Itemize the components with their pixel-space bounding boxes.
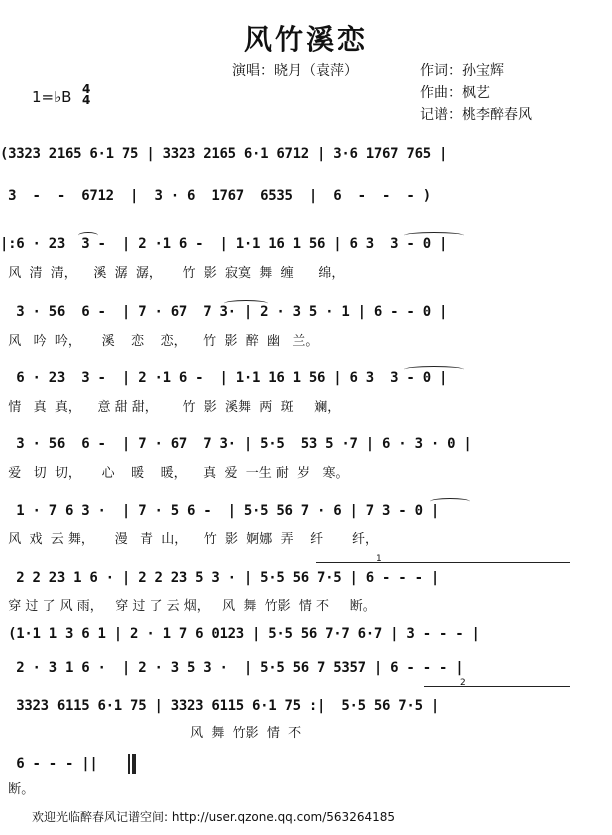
final-barline-thick	[132, 754, 136, 774]
score-row-8-lyrics: 穿 过 了 风 雨， 穿 过 了 云 烟， 风 舞 竹影 情 不 断。	[0, 599, 376, 614]
score-row-10-notes: 2 · 3 1 6 · | 2 · 3 5 3 · | 5·5 56 7 5357 | 6 - - - |	[0, 660, 464, 676]
tie-mark	[404, 232, 464, 239]
score-row-5-notes: 6 · 23 3 - | 2 ·1 6 - | 1·1 16 1 56 | 6 3 3 - 0 |	[0, 370, 448, 386]
footer-note: 欢迎光临醉春风记谱空间: http://user.qzone.qq.com/563264185	[32, 810, 396, 824]
score-row-12-lyrics: 断。	[0, 782, 35, 797]
score-row-4-lyrics: 风 吟 吟， 溪 恋 恋， 竹 影 醉 幽 兰。	[0, 334, 319, 349]
final-barline	[128, 754, 130, 774]
singer-credit: 演唱：晓月（袁萍）	[232, 63, 358, 79]
time-signature	[82, 84, 90, 106]
score-row-8-notes: 2 2 23 1 6 · | 2 2 23 5 3 · | 5·5 56 7·5 | 6 - - - |	[0, 570, 439, 586]
score-row-11-notes: 3323 6115 6·1 75 | 3323 6115 6·1 75 :| 5·5 56 7·5 |	[0, 698, 439, 714]
score-row-7-lyrics: 风 戏 云 舞， 漫 青 山， 竹 影 婀娜 弄 纤 纤，	[0, 532, 379, 547]
page-title: 风竹溪恋	[243, 23, 368, 56]
score-row-9-notes: (1·1 1 3 6 1 | 2 · 1 7 6 0123 | 5·5 56 7·7 6·7 | 3 - - - |	[0, 626, 480, 642]
score-row-11-lyrics: 风 舞 竹影 情 不	[0, 726, 302, 741]
score-row-2-notes: 3 - - 6712 | 3 · 6 1767 6535 | 6 - - - )	[0, 188, 431, 204]
score-row-6-notes: 3 · 56 6 - | 7 · 67 7 3· | 5·5 53 5 ·7 | 6 · 3 · 0 |	[0, 436, 472, 452]
composer-credit: 作曲：枫艺	[420, 85, 490, 101]
score-row-4-notes: 3 · 56 6 - | 7 · 67 7 3· | 2 · 3 5 · 1 | 6 - - 0 |	[0, 304, 448, 320]
volta-bracket-2	[424, 686, 570, 697]
score-row-3-notes: |:6 · 23 3 - | 2 ·1 6 - | 1·1 16 1 56 | 6 3 3 - 0 |	[0, 236, 448, 252]
tie-mark	[78, 232, 98, 239]
time-signature-top: 4	[82, 82, 91, 96]
lyricist-credit: 作词：孙宝辉	[420, 63, 504, 79]
volta-number-1: 1	[376, 554, 382, 564]
tie-mark	[224, 300, 268, 307]
score-row-1-notes: (3323 2165 6·1 75 | 3323 2165 6·1 6712 | 3·6 1767 765 |	[0, 146, 448, 162]
transcriber-credit: 记谱：桃李醉春风	[420, 107, 532, 123]
time-signature-bottom: 4	[82, 93, 91, 107]
tie-mark	[404, 366, 464, 373]
score-row-3-lyrics: 风 清 清， 溪 潺 潺， 竹 影 寂寞 舞 缠 绵，	[0, 266, 345, 281]
key-signature: 1=♭B	[32, 88, 72, 106]
volta-number-2: 2	[460, 678, 466, 688]
score-row-12-notes: 6 - - - ||	[0, 756, 98, 772]
score-row-5-lyrics: 情 真 真， 意 甜 甜， 竹 影 溪舞 两 斑 斓，	[0, 400, 341, 415]
score-row-6-lyrics: 爱 切 切， 心 暖 暖， 真 爱 一生 耐 岁 寒。	[0, 466, 349, 481]
tie-mark	[430, 498, 470, 505]
score-row-7-notes: 1 · 7 6 3 · | 7 · 5 6 - | 5·5 56 7 · 6 | 7 3 - 0 |	[0, 503, 439, 519]
